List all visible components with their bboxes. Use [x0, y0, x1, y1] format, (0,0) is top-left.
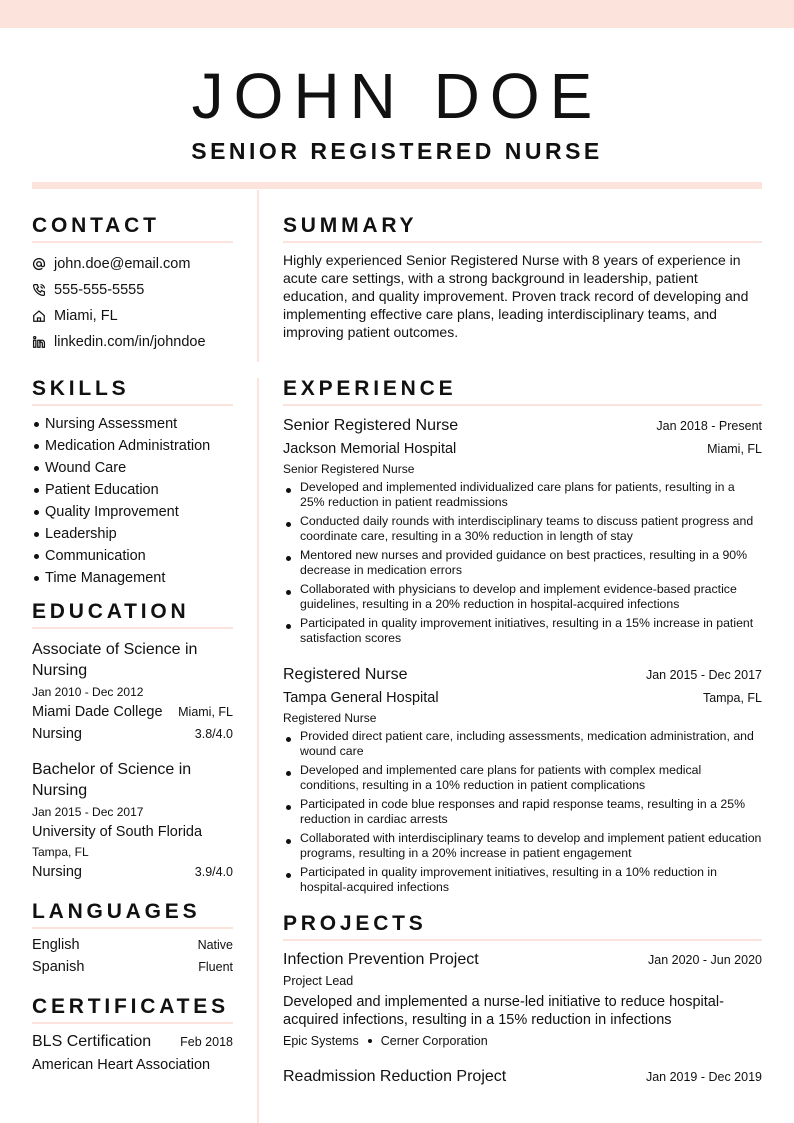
bullet-icon	[34, 488, 39, 493]
job-bullet: Developed and implemented care plans for patients with complex medical conditions, resulting in a 10% reduction in patient complications	[283, 763, 762, 793]
linkedin-icon	[32, 335, 46, 349]
education-dates: Jan 2015 - Dec 2017	[32, 805, 144, 819]
language-level: Native	[197, 938, 233, 952]
summary-section	[283, 214, 762, 341]
job-dates: Jan 2015 - Dec 2017	[645, 668, 762, 682]
skill-label: Nursing Assessment	[45, 416, 178, 432]
certificates-section	[32, 995, 233, 1077]
project-title: Infection Prevention Project	[283, 951, 479, 968]
contact-linkedin-text: linkedin.com/in/johndoe	[54, 334, 206, 350]
education-degree: Associate of Science in Nursing	[32, 641, 198, 679]
bullet-icon	[34, 532, 39, 537]
skill-item	[32, 523, 233, 545]
at-icon	[32, 257, 46, 271]
language-item	[32, 956, 233, 978]
education-location: Miami, FL	[178, 705, 233, 719]
summary-heading: SUMMARY	[283, 214, 762, 243]
job-title: Senior Registered Nurse	[283, 417, 459, 434]
header-divider	[32, 182, 762, 189]
education-heading: EDUCATION	[32, 600, 233, 629]
skill-item	[32, 479, 233, 501]
education-section	[32, 600, 233, 883]
job-bullet: Mentored new nurses and provided guidance on best practices, resulting in a 90% decrease in medication errors	[283, 548, 762, 578]
skill-label: Time Management	[45, 570, 166, 586]
skill-item	[32, 435, 233, 457]
education-field: Nursing	[32, 864, 82, 880]
job-entry	[283, 415, 762, 646]
project-description: Developed and implemented a nurse-led initiative to reduce hospital-acquired infections, resulting in a 15% reduction in infections	[283, 994, 724, 1028]
language-name: English	[32, 937, 80, 953]
skill-item	[32, 501, 233, 523]
language-level: Fluent	[198, 960, 233, 974]
skill-item	[32, 413, 233, 435]
job-bullet: Participated in quality improvement initiatives, resulting in a 15% increase in patient satisfaction scores	[283, 616, 762, 646]
language-item	[32, 934, 233, 956]
project-entry	[283, 1066, 762, 1088]
certificate-org: American Heart Association	[32, 1057, 211, 1073]
certificate-entry	[32, 1031, 233, 1053]
job-location: Miami, FL	[707, 442, 762, 456]
skill-label: Wound Care	[45, 460, 127, 476]
column-divider-top	[257, 190, 259, 362]
job-bullet: Conducted daily rounds with interdisciplinary teams to discuss patient progress and coordinate care, resulting in a 30% reduction in length of stay	[283, 514, 762, 544]
candidate-role: SENIOR REGISTERED NURSE	[191, 138, 603, 164]
job-bullet: Developed and implemented individualized care plans for patients, resulting in a 25% reduction in patient readmissions	[283, 480, 762, 510]
home-icon	[32, 309, 46, 323]
job-bullet: Provided direct patient care, including assessments, medication administration, and wound care	[283, 729, 762, 759]
education-dates: Jan 2010 - Dec 2012	[32, 685, 144, 699]
contact-section	[32, 214, 233, 355]
skill-label: Medication Administration	[45, 438, 211, 454]
bullet-icon	[34, 576, 39, 581]
summary-text: Highly experienced Senior Registered Nurse with 8 years of experience in acute care settings, with a strong background in leadership, patient education, and quality improvement. Proven track record of developing and implementing effective care plans, leading interdisciplinary teams, and improving patient outcomes.	[283, 252, 749, 340]
contact-email-text: john.doe@email.com	[54, 256, 191, 272]
contact-location	[32, 303, 233, 329]
skill-label: Communication	[45, 548, 146, 564]
skill-label: Leadership	[45, 526, 117, 542]
skill-item	[32, 457, 233, 479]
project-tag: Epic Systems	[283, 1034, 359, 1048]
projects-section	[283, 912, 762, 1088]
project-dates: Jan 2019 - Dec 2019	[645, 1070, 762, 1084]
job-company: Jackson Memorial Hospital	[283, 441, 457, 457]
education-entry	[32, 639, 233, 745]
job-bullet: Participated in quality improvement initiatives, resulting in a 10% reduction in hospital-acquired infections	[283, 865, 762, 895]
job-bullet: Collaborated with interdisciplinary teams to develop and implement patient education programs, resulting in a 20% increase in patient engagement	[283, 831, 762, 861]
project-dates: Jan 2020 - Jun 2020	[648, 953, 762, 967]
education-location: Tampa, FL	[32, 845, 89, 859]
job-subtitle: Senior Registered Nurse	[283, 462, 415, 476]
projects-heading: PROJECTS	[283, 912, 762, 941]
bullet-icon	[34, 554, 39, 559]
job-entry	[283, 664, 762, 895]
job-bullet: Collaborated with physicians to develop and implement evidence-based practice guidelines, resulting in a 20% reduction in hospital-acquired infections	[283, 582, 762, 612]
job-title: Registered Nurse	[283, 666, 408, 683]
job-bullets	[283, 729, 762, 895]
project-title: Readmission Reduction Project	[283, 1068, 507, 1085]
resume-header	[0, 60, 794, 165]
skills-section	[32, 377, 233, 589]
job-bullet: Participated in code blue responses and rapid response teams, resulting in a 25% reduction in cardiac arrests	[283, 797, 762, 827]
contact-phone-text: 555-555-5555	[54, 282, 145, 298]
contact-heading: CONTACT	[32, 214, 233, 243]
top-accent-band	[0, 0, 794, 28]
job-dates: Jan 2018 - Present	[656, 419, 762, 433]
candidate-name: JOHN DOE	[191, 60, 603, 132]
project-tag: Cerner Corporation	[380, 1034, 488, 1048]
separator-dot-icon	[368, 1039, 372, 1043]
experience-heading: EXPERIENCE	[283, 377, 762, 406]
education-entry	[32, 759, 233, 883]
bullet-icon	[34, 444, 39, 449]
job-company: Tampa General Hospital	[283, 690, 439, 706]
contact-location-text: Miami, FL	[54, 308, 118, 324]
column-divider-bottom	[257, 378, 259, 1123]
education-gpa: 3.9/4.0	[194, 865, 233, 879]
skill-label: Quality Improvement	[45, 504, 179, 520]
education-degree: Bachelor of Science in Nursing	[32, 761, 192, 799]
contact-phone[interactable]	[32, 277, 233, 303]
bullet-icon	[34, 510, 39, 515]
project-tags	[283, 1030, 762, 1052]
certificates-heading: CERTIFICATES	[32, 995, 233, 1024]
languages-section	[32, 900, 233, 978]
phone-icon	[32, 283, 46, 297]
experience-section	[283, 377, 762, 899]
education-school: University of South Florida	[32, 824, 203, 840]
job-location: Tampa, FL	[702, 691, 762, 705]
education-field: Nursing	[32, 726, 82, 742]
skills-list	[32, 413, 233, 589]
education-gpa: 3.8/4.0	[194, 727, 233, 741]
job-bullets	[283, 480, 762, 646]
certificate-name: BLS Certification	[32, 1033, 152, 1050]
education-school: Miami Dade College	[32, 704, 163, 720]
skill-label: Patient Education	[45, 482, 159, 498]
certificate-date: Feb 2018	[180, 1035, 233, 1049]
contact-email[interactable]	[32, 251, 233, 277]
skill-item	[32, 567, 233, 589]
project-entry	[283, 949, 762, 1052]
bullet-icon	[34, 466, 39, 471]
contact-linkedin[interactable]	[32, 329, 233, 355]
job-subtitle: Registered Nurse	[283, 711, 377, 725]
bullet-icon	[34, 422, 39, 427]
language-name: Spanish	[32, 959, 85, 975]
skill-item	[32, 545, 233, 567]
skills-heading: SKILLS	[32, 377, 233, 406]
languages-heading: LANGUAGES	[32, 900, 233, 929]
project-role: Project Lead	[283, 974, 354, 988]
